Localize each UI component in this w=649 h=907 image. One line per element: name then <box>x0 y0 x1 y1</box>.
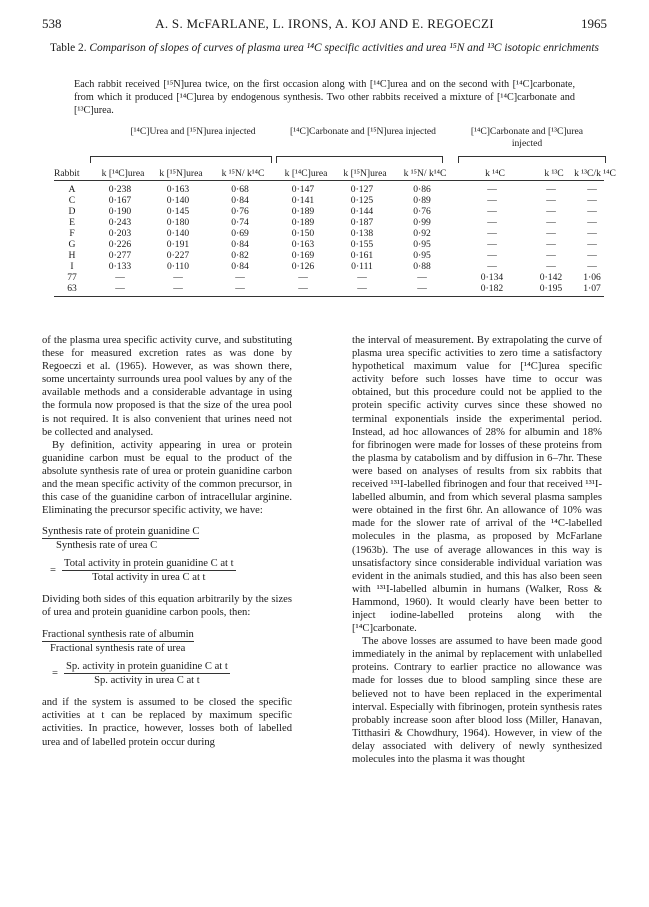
table-cell: — <box>173 283 183 294</box>
table-cell: 0·110 <box>166 261 190 272</box>
table-cell: 0·161 <box>350 250 374 261</box>
column-header-2: k [¹⁵N]urea <box>159 168 203 179</box>
group-header-3: [¹⁴C]Carbonate and [¹³C]urea injected <box>470 126 584 149</box>
table-cell: — <box>546 195 556 206</box>
year: 1965 <box>581 16 607 31</box>
table-cell: — <box>546 261 556 272</box>
equation-2: Fractional synthesis rate of albumin Fractional synthesis rate of urea = Sp. activity in protein guanidine C at t Sp. activity in urea C at t <box>42 628 228 687</box>
row-label: H <box>68 250 76 261</box>
column-header-5: k [¹⁵N]urea <box>343 168 387 179</box>
column-header-0: Rabbit <box>54 168 80 179</box>
table-cell: — <box>487 195 497 206</box>
row-label: G <box>68 239 76 250</box>
column-header-4: k [¹⁴C]urea <box>284 168 328 179</box>
row-label: C <box>68 195 76 206</box>
table-cell: — <box>546 206 556 217</box>
table-cell: 0·84 <box>231 239 249 250</box>
right-column <box>352 334 602 766</box>
table-cell: — <box>487 261 497 272</box>
running-header <box>42 16 607 34</box>
table-cell: 0·84 <box>231 261 249 272</box>
table-cell: — <box>587 184 597 195</box>
table-cell: — <box>487 239 497 250</box>
table-cell: — <box>546 184 556 195</box>
table-cell: — <box>298 283 308 294</box>
eq1-rhs-denominator: Total activity in urea C at t <box>92 571 206 583</box>
table-note: Each rabbit received [¹⁵N]urea twice, on the first occasion along with [¹⁴C]urea and on the second with [¹⁴C]carbonate, from which it produced [¹⁴C]urea by endogenous synthesis. Two other rabbits received a mixture of [¹⁴C]carbonate and [¹³C]urea. <box>74 79 575 116</box>
table-caption <box>42 41 607 55</box>
table-cell: — <box>587 250 597 261</box>
table-cell: — <box>357 272 367 283</box>
table-cell: 0·189 <box>291 206 315 217</box>
table-cell: 0·111 <box>351 261 373 272</box>
table-cell: 0·89 <box>413 195 431 206</box>
left-paragraph-3: Dividing both sides of this equation arbitrarily by the sizes of urea and protein guanidine carbon pools, then: <box>42 593 292 618</box>
eq1-lhs-numerator: Synthesis rate of protein guanidine C <box>42 525 199 539</box>
column-header-1: k [¹⁴C]urea <box>101 168 145 179</box>
table-cell: 0·191 <box>166 239 190 250</box>
table-cell: 0·163 <box>166 184 190 195</box>
group-header-2: [¹⁴C]Carbonate and [¹⁵N]urea injected <box>290 126 436 137</box>
eq2-rhs-numerator: Sp. activity in protein guanidine C at t <box>64 660 230 674</box>
table-cell: 0·134 <box>480 272 504 283</box>
table-cell: 0·195 <box>539 283 563 294</box>
table-caption-text: Comparison of slopes of curves of plasma urea ¹⁴C specific activities and urea ¹⁵N and ¹³C isotopic enrichments <box>89 42 599 54</box>
table-cell: — <box>298 272 308 283</box>
table-cell: — <box>487 228 497 239</box>
column-header-9: k ¹³C/k ¹⁴C <box>574 168 616 179</box>
table-cell: — <box>546 239 556 250</box>
table-cell: — <box>587 206 597 217</box>
eq1-lhs-denominator: Synthesis rate of urea C <box>56 540 158 552</box>
table-cell: 0·163 <box>291 239 315 250</box>
table-cell: — <box>417 283 427 294</box>
table-cell: 0·150 <box>291 228 315 239</box>
table-cell: — <box>357 283 367 294</box>
table-cell: 0·147 <box>291 184 315 195</box>
table-cell: 0·92 <box>413 228 431 239</box>
table-cell: — <box>587 239 597 250</box>
table-cell: — <box>546 228 556 239</box>
running-authors: A. S. McFARLANE, L. IRONS, A. KOJ AND E. REGOECZI <box>155 16 494 31</box>
table-cell: 0·227 <box>166 250 190 261</box>
row-label: 77 <box>67 272 77 283</box>
left-paragraph-2: By definition, activity appearing in urea or protein guanidine carbon must be equal to the product of the absolute synthesis rate of urea or protein guanidine carbon and the mean specific activity of the common precursor, in this case of the guanidine carbon of intracellular arginine. Eliminating the precursor specific activity, we have: <box>42 439 292 517</box>
table-cell: 0·238 <box>108 184 132 195</box>
table-cell: 0·189 <box>291 217 315 228</box>
table-cell: 0·138 <box>350 228 374 239</box>
table-caption-label: Table 2. <box>50 42 87 54</box>
table-cell: — <box>487 206 497 217</box>
row-label: D <box>68 206 76 217</box>
table-header-rule <box>54 180 604 181</box>
table-cell: 0·88 <box>413 261 431 272</box>
table-cell: 0·140 <box>166 228 190 239</box>
right-paragraph-1: the interval of measurement. By extrapolating the curve of plasma urea specific activities to zero time a satisfactory hypothetical maximum value for [¹⁴C]urea specific activity before such losses have time to occur was obtained, but this procedure could not be applied to the protein specific activity curves since these showed no terminal exponentials inside the experimental period. Instead, ad hoc allowances of 28% for albumin and 18% for fibrinogen were made for losses of these proteins from the plasma by catabolism and by diffusion in 6–7hr. These were based on analyses of results from six rabbits that received ¹³¹I-labelled fibrinogen and four that received ¹³¹I-labelled albumin, and from which several plasma samples were obtained in the first 6hr. An allowance of 10% was made for the slower rate of arrival of the ¹⁴C-labelled molecules in the plasma, as proposed by McFarlane (1963b). The use of average allowances in this way is unsatisfactory since considerable individual variation was evident in the animals studied, and this has also been seen with ¹³¹I-labelled albumin in humans (Walker, Ross & Hammond, 1960). It would clearly have been better to inject iodine-labelled proteins along with the [¹⁴C]carbonate. <box>352 335 602 635</box>
table-cell: 0·99 <box>413 217 431 228</box>
table-cell: 0·133 <box>108 261 132 272</box>
table-cell: 0·141 <box>291 195 315 206</box>
table-cell: — <box>115 272 125 283</box>
table-cell: 1·06 <box>583 272 601 283</box>
table-cell: 0·142 <box>539 272 563 283</box>
table-bottom-rule <box>54 296 604 297</box>
table-cell: 0·76 <box>231 206 249 217</box>
row-label: I <box>70 261 74 272</box>
column-header-8: k ¹³C <box>544 168 564 179</box>
group-brace-2 <box>276 156 443 163</box>
table-cell: 0·82 <box>231 250 249 261</box>
table-cell: 0·277 <box>108 250 132 261</box>
group-header-1: [¹⁴C]Urea and [¹⁵N]urea injected <box>130 126 256 137</box>
table-cell: 0·125 <box>350 195 374 206</box>
table-cell: 0·127 <box>350 184 374 195</box>
table-cell: — <box>487 217 497 228</box>
table-cell: — <box>587 261 597 272</box>
table-cell: 0·140 <box>166 195 190 206</box>
table-cell: 1·07 <box>583 283 601 294</box>
column-header-6: k ¹⁵N/ k¹⁴C <box>403 168 447 179</box>
table-cell: 0·144 <box>350 206 374 217</box>
left-column <box>42 334 292 749</box>
table-cell: 0·76 <box>413 206 431 217</box>
table-cell: 0·187 <box>350 217 374 228</box>
table-cell: — <box>546 250 556 261</box>
left-paragraph-1: of the plasma urea specific activity curve, and substituting these for measured excretion rates as was done by Regoeczi et al. (1965). However, as was shown there, some uncertainty surrounds urea pool values by any of the available methods and a considerable advantage in using the formula now proposed is that the size of the urea pool is not required. It is also convenient that urines need not be collected and analysed. <box>42 335 292 438</box>
equation-1: Synthesis rate of protein guanidine C Synthesis rate of urea C = Total activity in protein guanidine C at t Total activity in urea C at t <box>42 526 234 583</box>
table-cell: 0·126 <box>291 261 315 272</box>
eq2-lhs-denominator: Fractional synthesis rate of urea <box>50 642 186 654</box>
table-cell: 0·182 <box>480 283 504 294</box>
group-brace-1 <box>90 156 272 163</box>
table-cell: 0·226 <box>108 239 132 250</box>
table-cell: 0·145 <box>166 206 190 217</box>
table-cell: — <box>235 272 245 283</box>
table-cell: — <box>487 250 497 261</box>
table-cell: — <box>115 283 125 294</box>
table-cell: 0·86 <box>413 184 431 195</box>
table-cell: — <box>417 272 427 283</box>
table-cell: 0·155 <box>350 239 374 250</box>
row-label: E <box>69 217 75 228</box>
table-cell: — <box>487 184 497 195</box>
page-number: 538 <box>42 16 62 31</box>
row-label: F <box>69 228 75 239</box>
table-cell: 0·169 <box>291 250 315 261</box>
left-paragraph-4: and if the system is assumed to be closed the specific activities at t can be replaced by maximum specific activities. In practice, however, losses both of labelled urea and of labelled protein occur during <box>42 697 292 748</box>
table-cell: 0·190 <box>108 206 132 217</box>
table-cell: — <box>587 195 597 206</box>
table-cell: 0·95 <box>413 239 431 250</box>
column-header-7: k ¹⁴C <box>485 168 505 179</box>
table-cell: 0·68 <box>231 184 249 195</box>
table-cell: 0·203 <box>108 228 132 239</box>
table-cell: — <box>235 283 245 294</box>
table-cell: 0·243 <box>108 217 132 228</box>
table-cell: 0·180 <box>166 217 190 228</box>
eq2-lhs-numerator: Fractional synthesis rate of albumin <box>42 628 194 642</box>
table-cell: 0·95 <box>413 250 431 261</box>
eq2-rhs-denominator: Sp. activity in urea C at t <box>94 675 200 687</box>
table-cell: 0·69 <box>231 228 249 239</box>
row-label: A <box>68 184 76 195</box>
row-label: 63 <box>67 283 77 294</box>
column-header-3: k ¹⁵N/ k¹⁴C <box>221 168 265 179</box>
table-cell: 0·74 <box>231 217 249 228</box>
table-cell: — <box>546 217 556 228</box>
table-cell: — <box>173 272 183 283</box>
table-cell: 0·84 <box>231 195 249 206</box>
table-cell: — <box>587 217 597 228</box>
right-paragraph-2: The above losses are assumed to have been made good immediately in the animal by replacement with unlabelled proteins. Contrary to earlier practice no allowance was made for losses due to blood sampling since these are believed not to have been replaced in the experimental interval. Especially with fibrinogen, protein synthesis rates probably increase soon after blood loss (Miller, Hanavan, Titthasiri & Chowdhury, 1964). However, in view of the delay associated with delivery of newly synthesized molecules into the plasma it was thought <box>352 636 602 765</box>
group-brace-3 <box>458 156 606 163</box>
table-cell: 0·167 <box>108 195 132 206</box>
eq1-rhs-numerator: Total activity in protein guanidine C at t <box>62 557 236 571</box>
table-cell: — <box>587 228 597 239</box>
